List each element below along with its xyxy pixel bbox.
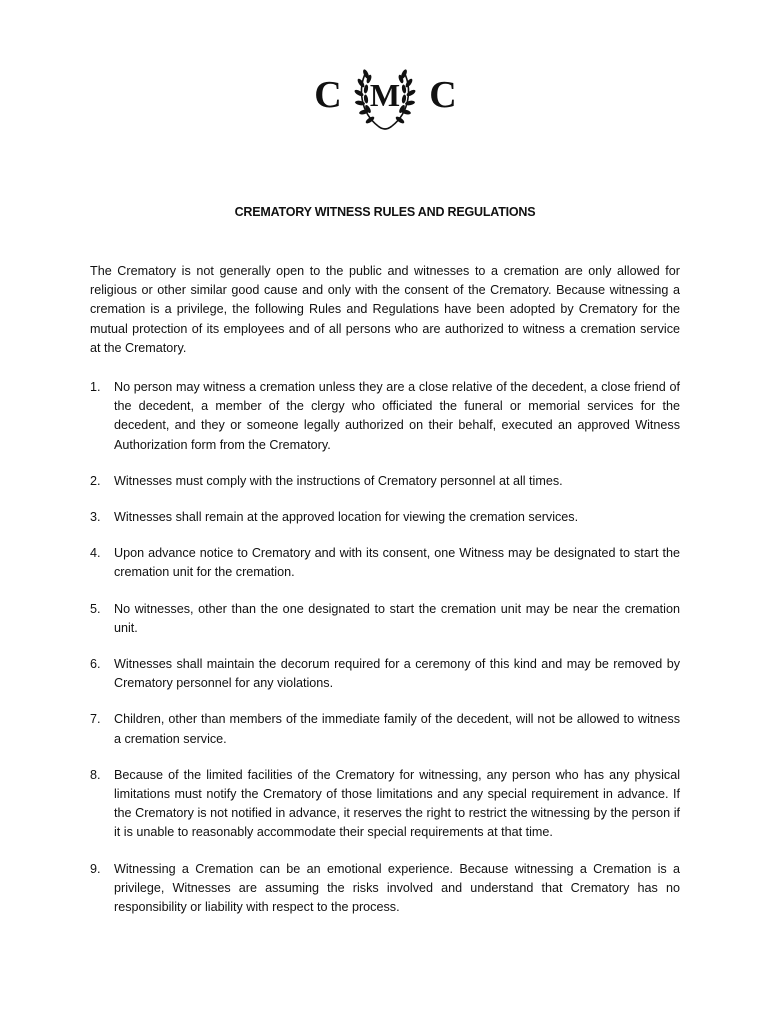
rule-number: 7. — [90, 712, 101, 727]
rule-text: Witnesses shall remain at the approved location for viewing the cremation services. — [114, 510, 579, 525]
rule-number: 2. — [90, 473, 101, 488]
cmc-logo — [300, 50, 470, 140]
rule-item — [90, 860, 680, 918]
rule-item — [90, 378, 680, 455]
rules-list — [90, 378, 680, 934]
rule-text: No witnesses, other than the one designated to start the cremation unit may be near the cremation unit. — [114, 601, 680, 635]
laurel-wreath-icon — [300, 50, 470, 140]
rule-item — [90, 710, 680, 748]
rule-number: 1. — [90, 380, 101, 394]
rule-number: 8. — [90, 767, 101, 782]
rule-text: Witnessing a Cremation can be an emotional experience. Because witnessing a Cremation is a privilege, Witnesses are assuming the risks involved and understand that Crematory has no responsibility or liability with respect to the process. — [114, 861, 680, 915]
rule-number: 9. — [90, 861, 101, 876]
rule-item — [90, 766, 680, 843]
rule-text: Upon advance notice to Crematory and with its consent, one Witness may be designated to start the cremation unit for the cremation. — [114, 546, 680, 580]
rule-item — [90, 655, 680, 693]
logo-letter-right: C — [429, 74, 457, 116]
logo-letter-left: C — [314, 74, 342, 116]
logo-letter-center: M — [369, 77, 401, 113]
rule-text: No person may witness a cremation unless they are a close relative of the decedent, a close friend of the decedent, a member of the clergy who officiated the funeral or memorial services for the decedent, and they or someone legally authorized on their behalf, executed an approved Witness Authorization form from the Crematory. — [114, 380, 680, 452]
rule-item — [90, 600, 680, 638]
rule-number: 5. — [90, 601, 101, 616]
rule-number: 6. — [90, 657, 101, 672]
intro-paragraph: The Crematory is not generally open to the public and witnesses to a cremation are only allowed for religious or other similar good cause and only with the consent of the Crematory. Because witnessing a cremation is a privilege, the following Rules and Regulations have been adopted by Crematory for the mutual protection of its employees and of all persons who are authorized to witness a cremation service at the Crematory. — [90, 264, 680, 355]
rule-number: 3. — [90, 510, 101, 525]
rule-item — [90, 508, 680, 527]
rule-number: 4. — [90, 546, 101, 561]
rule-item — [90, 544, 680, 582]
rule-text: Witnesses must comply with the instructions of Crematory personnel at all times. — [114, 473, 563, 488]
rule-item — [90, 472, 680, 491]
rule-text: Witnesses shall maintain the decorum required for a ceremony of this kind and may be removed by Crematory personnel for any violations. — [114, 657, 680, 691]
rule-text: Because of the limited facilities of the Crematory for witnessing, any person who has any physical limitations must notify the Crematory of those limitations and any special requirement in advance. If the Crematory is not notified in advance, it reserves the right to restrict the witnessing by the person if it is unable to reasonably accommodate their special requirements at that time. — [114, 767, 680, 840]
document-title: CREMATORY WITNESS RULES AND REGULATIONS — [234, 205, 536, 219]
rule-text: Children, other than members of the immediate family of the decedent, will not be allowed to witness a cremation service. — [114, 712, 680, 746]
